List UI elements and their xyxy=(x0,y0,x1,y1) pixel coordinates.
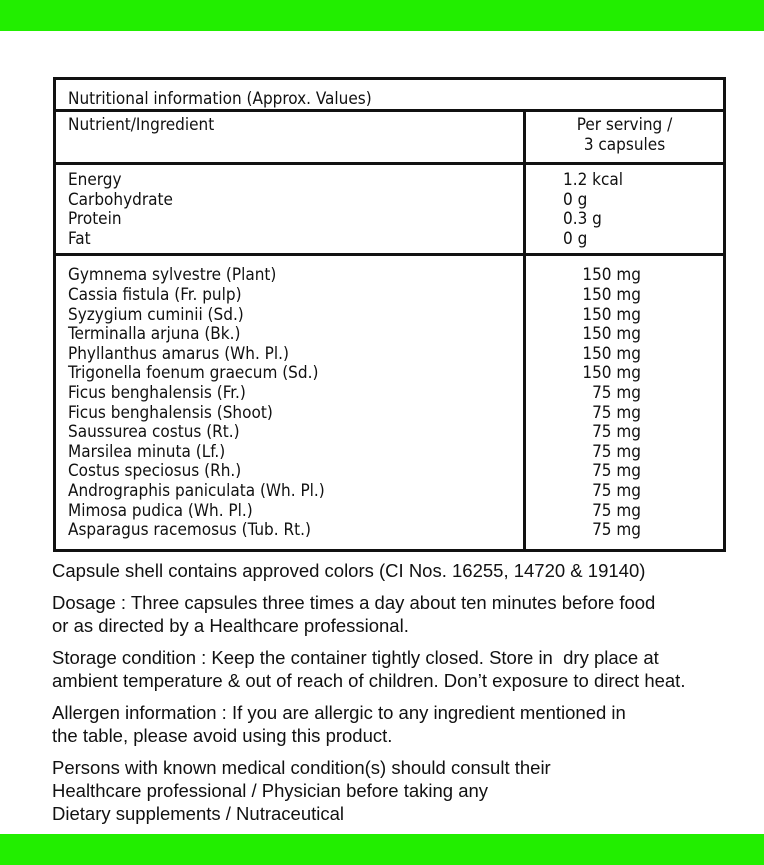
nutrients-row xyxy=(56,165,723,256)
header-per-serving: Per serving / 3 capsules xyxy=(576,115,673,155)
ingredient-name: Terminalla arjuna (Bk.) xyxy=(68,324,241,345)
ingredient-name: Trigonella foenum graecum (Sd.) xyxy=(68,363,319,384)
ingredient-name: Marsilea minuta (Lf.) xyxy=(68,441,226,462)
ingredient-amount: 75 mg xyxy=(592,461,641,482)
ingredient-amount: 150 mg xyxy=(582,304,641,325)
ingredient-amount: 75 mg xyxy=(592,382,641,403)
allergen-note xyxy=(52,701,762,747)
ingredient-name: Phyllanthus amarus (Wh. Pl.) xyxy=(68,343,289,364)
note-line: Storage condition : Keep the container tightly closed. Store in dry place at xyxy=(52,647,659,668)
ingredients-row xyxy=(56,256,723,548)
bottom-green-band xyxy=(0,834,764,865)
nutrition-table xyxy=(53,77,726,552)
ingredient-amount: 75 mg xyxy=(592,480,641,501)
nutrient-value: 0.3 g xyxy=(563,209,602,230)
ingredient-amount: 75 mg xyxy=(592,520,641,541)
ingredient-amount: 75 mg xyxy=(592,422,641,443)
ingredient-name: Cassia fistula (Fr. pulp) xyxy=(68,284,242,305)
ingredient-name: Asparagus racemosus (Tub. Rt.) xyxy=(68,520,311,541)
nutrient-name: Energy xyxy=(68,170,122,190)
ingredient-name: Gymnema sylvestre (Plant) xyxy=(68,265,277,286)
ingredient-amount: 150 mg xyxy=(582,324,641,345)
note-line: ambient temperature & out of reach of children. Don’t exposure to direct heat. xyxy=(52,670,686,691)
table-caption: Nutritional information (Approx. Values) xyxy=(56,80,723,112)
dosage-note xyxy=(52,591,762,637)
nutrient-name: Protein xyxy=(68,209,122,230)
capsule-shell-note xyxy=(52,559,762,582)
nutrient-name: Carbohydrate xyxy=(68,189,173,210)
nutrient-value: 1.2 kcal xyxy=(563,170,624,190)
ingredient-name: Saussurea costus (Rt.) xyxy=(68,422,240,443)
ingredient-amount: 150 mg xyxy=(582,265,641,286)
note-line: Persons with known medical condition(s) should consult their xyxy=(52,757,551,778)
medical-note xyxy=(52,756,762,825)
ingredient-name: Costus speciosus (Rh.) xyxy=(68,461,242,482)
note-line: Healthcare professional / Physician before taking any xyxy=(52,780,489,801)
nutrient-values xyxy=(526,165,723,253)
note-line: the table, please avoid using this product. xyxy=(52,725,393,746)
ingredient-values xyxy=(526,256,723,548)
top-green-band xyxy=(0,0,764,31)
ingredient-names xyxy=(56,256,526,548)
note-line: Allergen information : If you are allergic to any ingredient mentioned in xyxy=(52,702,626,723)
ingredient-amount: 150 mg xyxy=(582,284,641,305)
note-line: or as directed by a Healthcare professional. xyxy=(52,615,409,636)
note-line: Dietary supplements / Nutraceutical xyxy=(52,803,345,824)
ingredient-name: Ficus benghalensis (Shoot) xyxy=(68,402,273,423)
nutrient-names xyxy=(56,165,526,253)
nutrient-name: Fat xyxy=(68,228,91,249)
table-header-row xyxy=(56,112,723,165)
nutrient-value: 0 g xyxy=(563,228,588,249)
ingredient-name: Mimosa pudica (Wh. Pl.) xyxy=(68,500,253,521)
header-nutrient: Nutrient/Ingredient xyxy=(56,112,526,162)
ingredient-name: Ficus benghalensis (Fr.) xyxy=(68,382,246,403)
label-notes xyxy=(52,559,762,834)
ingredient-name: Syzygium cuminii (Sd.) xyxy=(68,304,244,325)
ingredient-amount: 150 mg xyxy=(582,363,641,384)
ingredient-amount: 75 mg xyxy=(592,441,641,462)
nutrient-value: 0 g xyxy=(563,189,588,210)
ingredient-amount: 75 mg xyxy=(592,402,641,423)
ingredient-name: Andrographis paniculata (Wh. Pl.) xyxy=(68,480,325,501)
note-line: Capsule shell contains approved colors (CI Nos. 16255, 14720 & 19140) xyxy=(52,560,646,581)
ingredient-amount: 75 mg xyxy=(592,500,641,521)
note-line: Dosage : Three capsules three times a day about ten minutes before food xyxy=(52,592,656,613)
ingredient-amount: 150 mg xyxy=(582,343,641,364)
storage-note xyxy=(52,646,762,692)
